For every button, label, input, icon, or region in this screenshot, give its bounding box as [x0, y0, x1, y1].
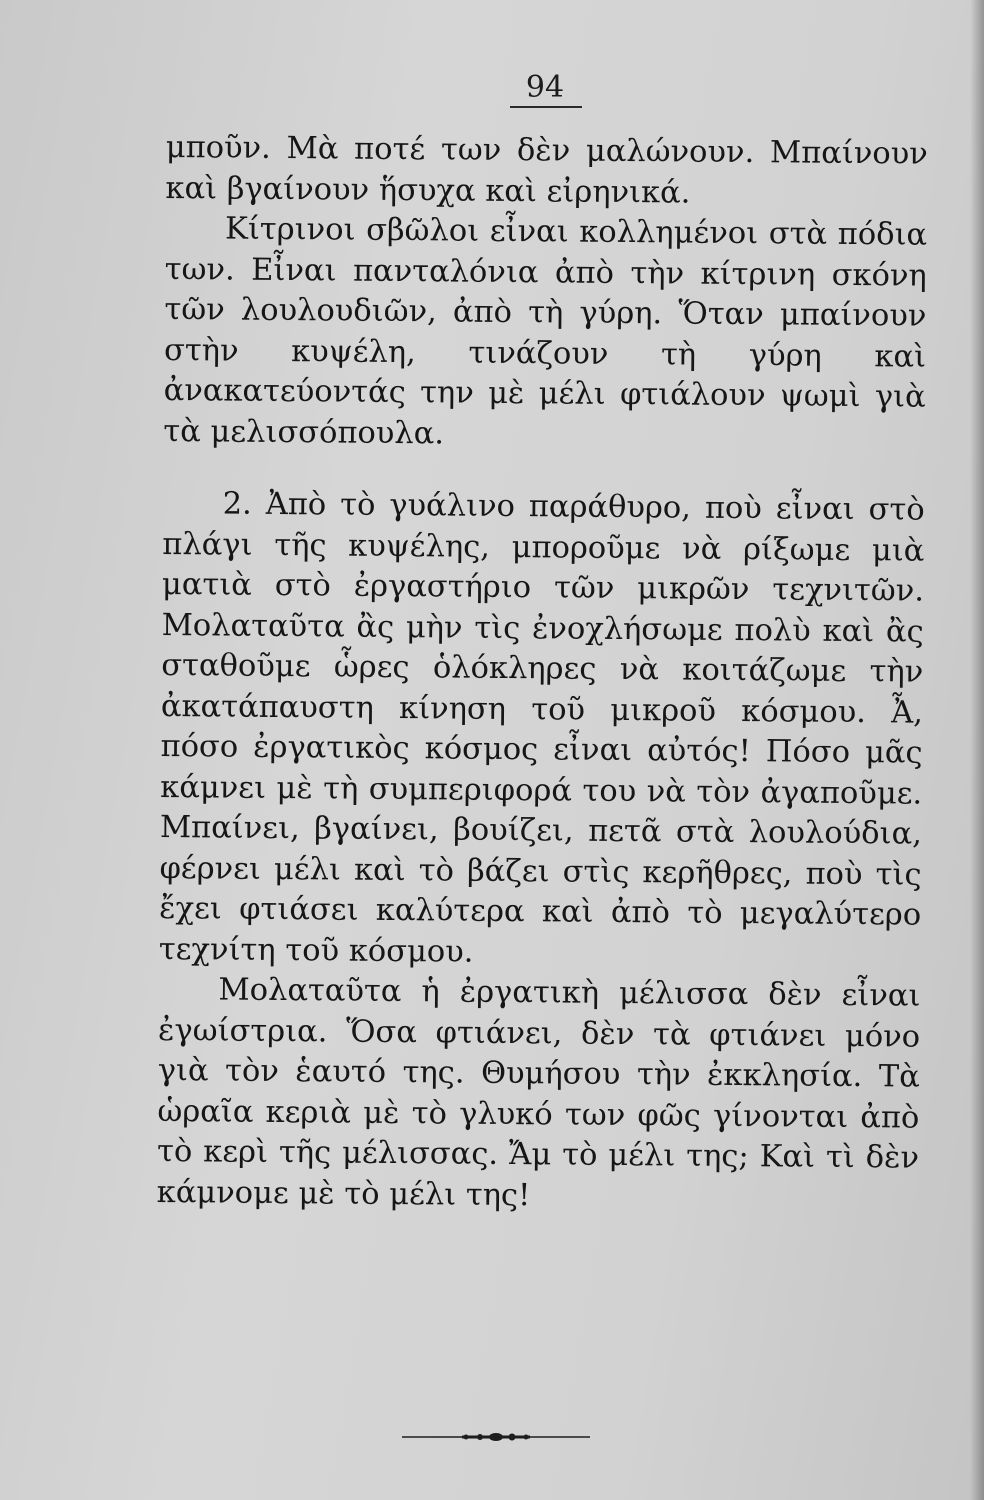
page-number: 94 — [525, 70, 565, 105]
paragraph-4: Μολαταῦτα ἡ ἐργατικὴ μέλισσα δὲν εἶναι ἐγωίστρια. Ὅσα φτιάνει, δὲν τὰ φτιάνει μόνο γιὰ τὸν ἑαυτό της. Θυμήσου τὴν ἐκκλησία. Τὰ ὡραῖα κεριὰ μὲ τὸ γλυκό των φῶς γίνονται ἀπὸ τὸ κερὶ τῆς μέλισσας. Ἄμ τὸ μέλι της; Καὶ τὶ δὲν κάμνομε μὲ τὸ μέλι της! — [156, 972, 921, 1213]
paragraph-3: 2. Ἀπὸ τὸ γυάλινο παράθυρο, ποὺ εἶναι στὸ πλάγι τῆς κυψέλης, μποροῦμε νὰ ρίξωμε μιὰ ματιὰ στὸ ἐργαστήριο τῶν μικρῶν τεχνιτῶν. Μολαταῦτα ἂς μὴν τὶς ἐνοχλήσωμε πολὺ καὶ ἂς σταθοῦμε ὧρες ὁλόκληρες νὰ κοιτάζωμε τὴν ἀκατάπαυστη κίνηση τοῦ μικροῦ κόσμου. Ἆ, πόσο ἐργατικὸς κόσμος εἶναι αὐτός! Πόσο μᾶς κάμνει μὲ τὴ συμπεριφορά του νὰ τὸν ἀγαποῦμε. Μπαίνει, βγαίνει, βουίζει, πετᾶ στὰ λουλούδια, φέρνει μέλι καὶ τὸ βάζει στὶς κερῆθρες, ποὺ τὶς ἔχει φτιάσει καλύτερα καὶ ἀπὸ τὸ μεγαλύτερο τεχνίτη τοῦ κόσμου. — [158, 486, 925, 970]
page-edge-shadow — [970, 0, 984, 1500]
paragraph-2: Κίτρινοι σβῶλοι εἶναι κολλημένοι στὰ πόδια των. Εἶναι πανταλόνια ἀπὸ τὴν κίτρινη σκόνη τῶν λουλουδιῶν, ἀπὸ τὴ γύρη. Ὅταν μπαίνουν στὴν κυψέλη, τινάζουν τὴ γύρη καὶ ἀνακατεύοντάς την μὲ μέλι φτιάλουν ψωμὶ γιὰ τὰ μελισσόπουλα. — [163, 211, 928, 451]
page-number-underline — [510, 106, 582, 108]
body-text — [157, 128, 928, 1220]
paragraph-1: μποῦν. Μὰ ποτέ των δὲν μαλώνουν. Μπαίνουν καὶ βγαίνουν ἥσυχα καὶ εἰρηνικά. — [165, 129, 928, 211]
ornamental-rule-icon — [402, 1430, 590, 1444]
